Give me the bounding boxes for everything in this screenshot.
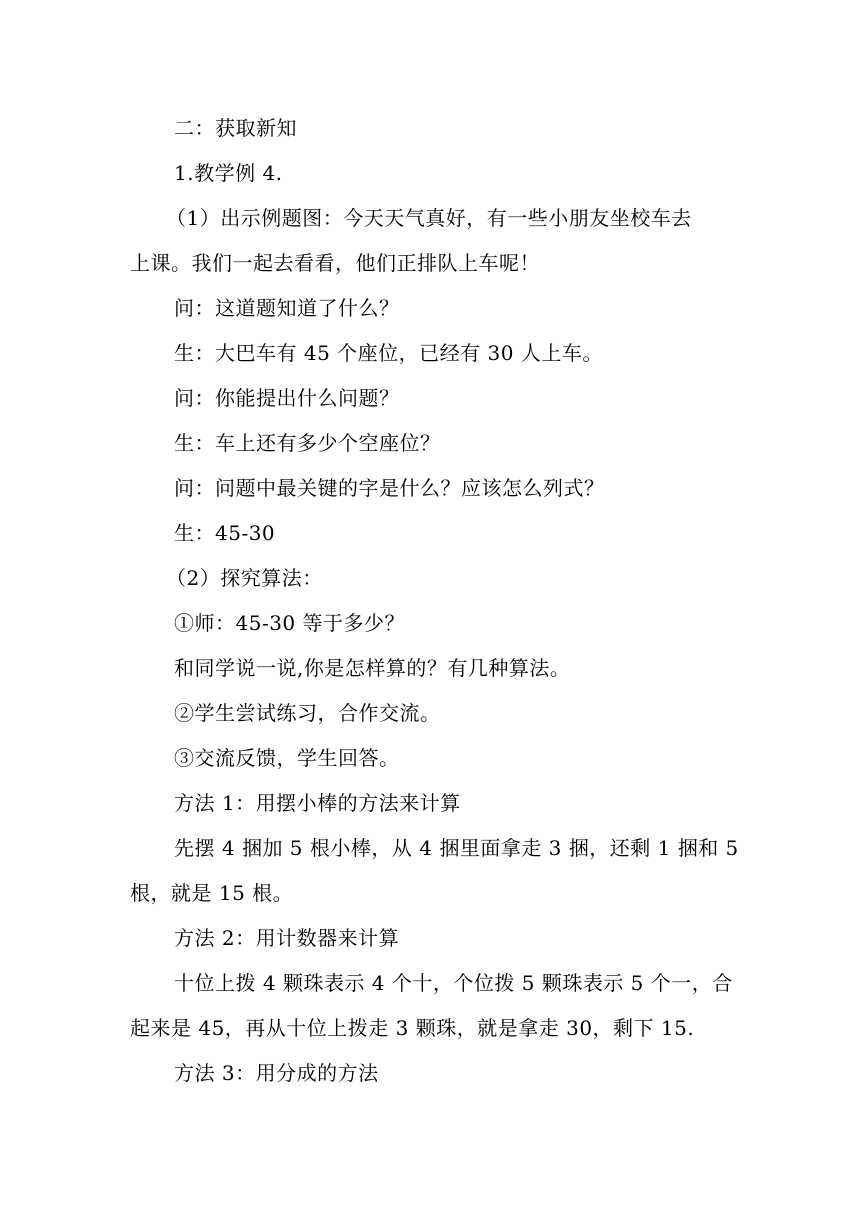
paragraph-line: 根，就是 15 根。 — [130, 881, 294, 905]
method-heading: 方法 3：用分成的方法 — [174, 1061, 379, 1085]
paragraph-line: 先摆 4 捆加 5 根小棒，从 4 捆里面拿走 3 捆，还剩 1 捆和 5 — [174, 836, 739, 860]
method-heading: 方法 1：用摆小棒的方法来计算 — [174, 791, 461, 815]
example-title: 1.教学例 4. — [174, 161, 283, 185]
paragraph-line: 问：你能提出什么问题？ — [174, 386, 400, 410]
paragraph-line: （1）出示例题图：今天天气真好，有一些小朋友坐校车去 — [166, 206, 692, 230]
paragraph-line: 上课。我们一起去看看，他们正排队上车呢！ — [130, 251, 540, 275]
paragraph-line: 生：大巴车有 45 个座位，已经有 30 人上车。 — [174, 341, 603, 365]
paragraph-line: ②学生尝试练习，合作交流。 — [174, 701, 441, 725]
paragraph-line: 生：车上还有多少个空座位？ — [174, 431, 441, 455]
paragraph-line: 十位上拨 4 颗珠表示 4 个十，个位拨 5 颗珠表示 5 个一，合 — [174, 971, 733, 995]
paragraph-line: 和同学说一说,你是怎样算的？有几种算法。 — [174, 656, 571, 680]
paragraph-line: 问：这道题知道了什么？ — [174, 296, 400, 320]
paragraph-line: 起来是 45，再从十位上拨走 3 颗珠，就是拿走 30，剩下 15. — [130, 1016, 695, 1040]
paragraph-line: ③交流反馈，学生回答。 — [174, 746, 400, 770]
paragraph-line: ①师：45-30 等于多少？ — [174, 611, 406, 635]
paragraph-line: （2）探究算法： — [166, 566, 323, 590]
section-heading: 二：获取新知 — [174, 116, 297, 140]
method-heading: 方法 2：用计数器来计算 — [174, 926, 400, 950]
paragraph-line: 问：问题中最关键的字是什么？应该怎么列式？ — [174, 476, 605, 500]
paragraph-line: 生：45-30 — [174, 521, 276, 545]
